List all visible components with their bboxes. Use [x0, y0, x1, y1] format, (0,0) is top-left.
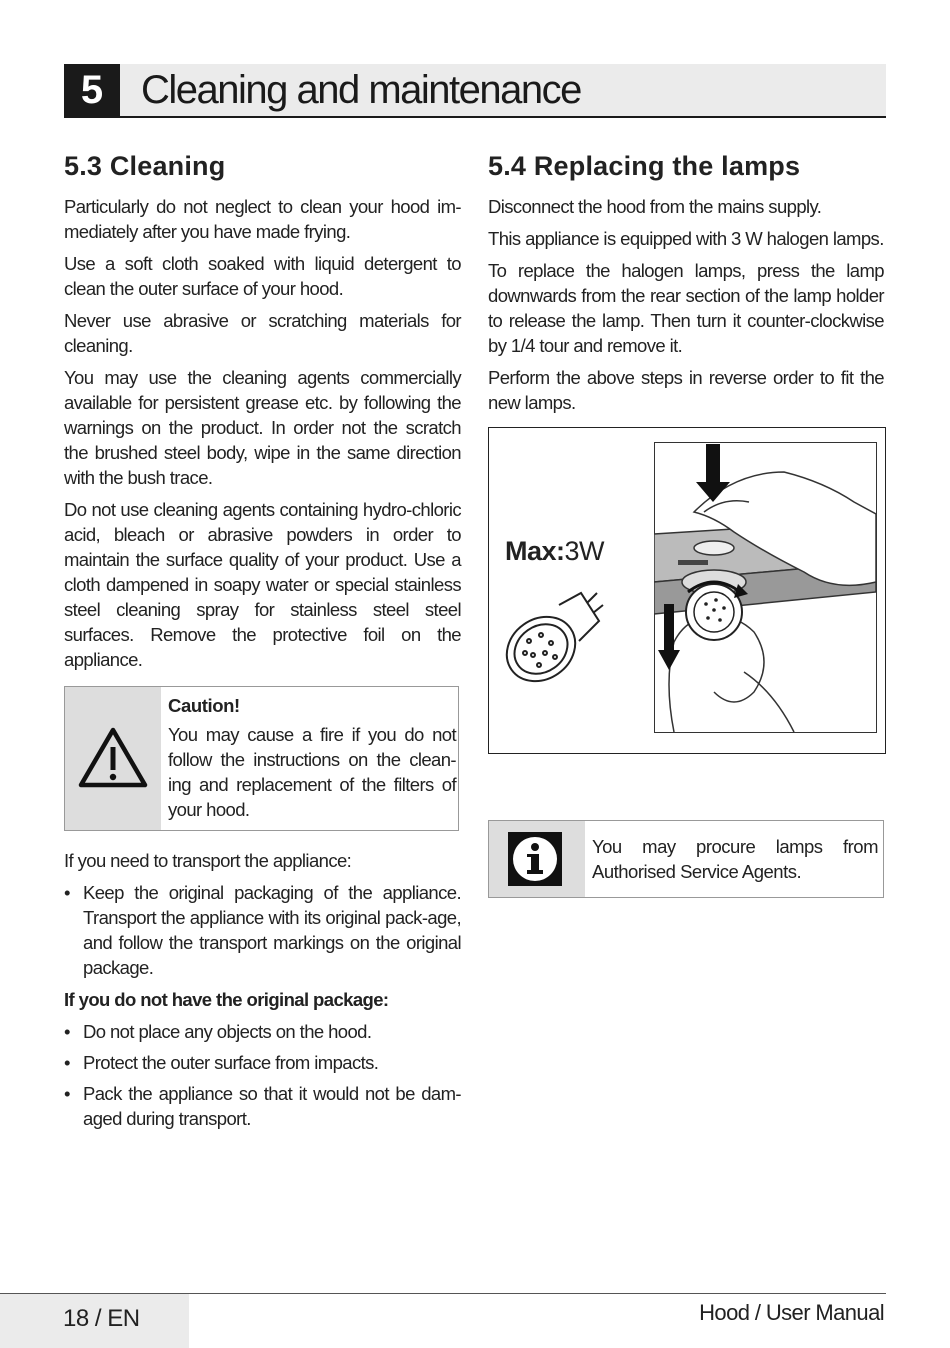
paragraph: Perform the above steps in reverse order to fit the new lamps.: [488, 367, 884, 413]
no-package-list: [64, 1019, 461, 1131]
right-column: [488, 148, 884, 754]
lamp-replacement-figure: [488, 427, 886, 754]
caution-sidebar: [65, 687, 161, 830]
warning-triangle-icon: [78, 727, 148, 789]
caution-title: Caution!: [168, 695, 240, 716]
paragraph: Never use abrasive or scratching materials for cleaning.: [64, 310, 461, 356]
chapter-title: Cleaning and maintenance: [141, 68, 581, 112]
list-item: • Keep the original packaging of the appliance. Transport the appliance with its original pack-age, and follow the transport markings on the original package.: [64, 880, 461, 980]
left-column: [64, 148, 461, 1137]
no-package-heading: If you do not have the original package:: [64, 989, 389, 1010]
paragraph: Do not use cleaning agents containing hydro-chloric acid, bleach or abrasive powders in order to maintain the surface quality of your product. Use a cloth dampened in soapy water or special stainless steel cleaning spray for stainless steel steel surfaces. Remove the protective foil on the appliance.: [64, 499, 461, 670]
paragraph: Disconnect the hood from the mains supply.: [488, 196, 822, 217]
paragraph: To replace the halogen lamps, press the lamp downwards from the rear section of the lamp holder to release the lamp. Then turn it counter-clockwise by 1/4 tour and remove it.: [488, 260, 884, 356]
lamp-holder-illustration: [654, 442, 878, 734]
paragraph: You may use the cleaning agents commercially available for persistent grease etc. by following the warnings on the product. In order not the scratch the brushed steel body, wipe in the same direction with the bush trace.: [64, 367, 461, 488]
caution-box: [64, 686, 459, 831]
chapter-number: 5: [64, 64, 120, 116]
max-label-value: 3W: [564, 536, 605, 566]
chapter-header: [64, 64, 886, 118]
halogen-lamp-icon: [499, 583, 609, 693]
caution-text: You may cause a fire if you do not follow the instructions on the clean-ing and replacement of the filters of your hood.: [168, 724, 456, 820]
max-label-prefix: Max:: [505, 536, 565, 566]
list-item: • Do not place any objects on the hood.: [64, 1019, 461, 1044]
transport-intro: If you need to transport the appliance:: [64, 850, 352, 871]
paragraph: This appliance is equipped with 3 W halogen lamps.: [488, 228, 884, 249]
paragraph: Use a soft cloth soaked with liquid detergent to clean the outer surface of your hood.: [64, 253, 461, 299]
caution-content: [168, 693, 456, 822]
list-item: • Pack the appliance so that it would not be dam-aged during transport.: [64, 1081, 461, 1131]
info-sidebar: [489, 821, 585, 897]
max-wattage-label: [505, 536, 604, 567]
section-heading-cleaning: 5.3 Cleaning: [64, 151, 226, 181]
info-box: [488, 820, 884, 898]
page-number: 18 / EN: [63, 1305, 140, 1332]
info-icon: [506, 830, 564, 888]
info-text: You may procure lamps from Authorised Service Agents.: [592, 836, 878, 882]
section-heading-lamps: 5.4 Replacing the lamps: [488, 151, 801, 181]
paragraph: Particularly do not neglect to clean your hood im-mediately after you have made frying.: [64, 196, 461, 242]
manual-title: Hood / User Manual: [699, 1300, 884, 1325]
transport-list: [64, 880, 461, 980]
list-item: • Protect the outer surface from impacts.: [64, 1050, 461, 1075]
